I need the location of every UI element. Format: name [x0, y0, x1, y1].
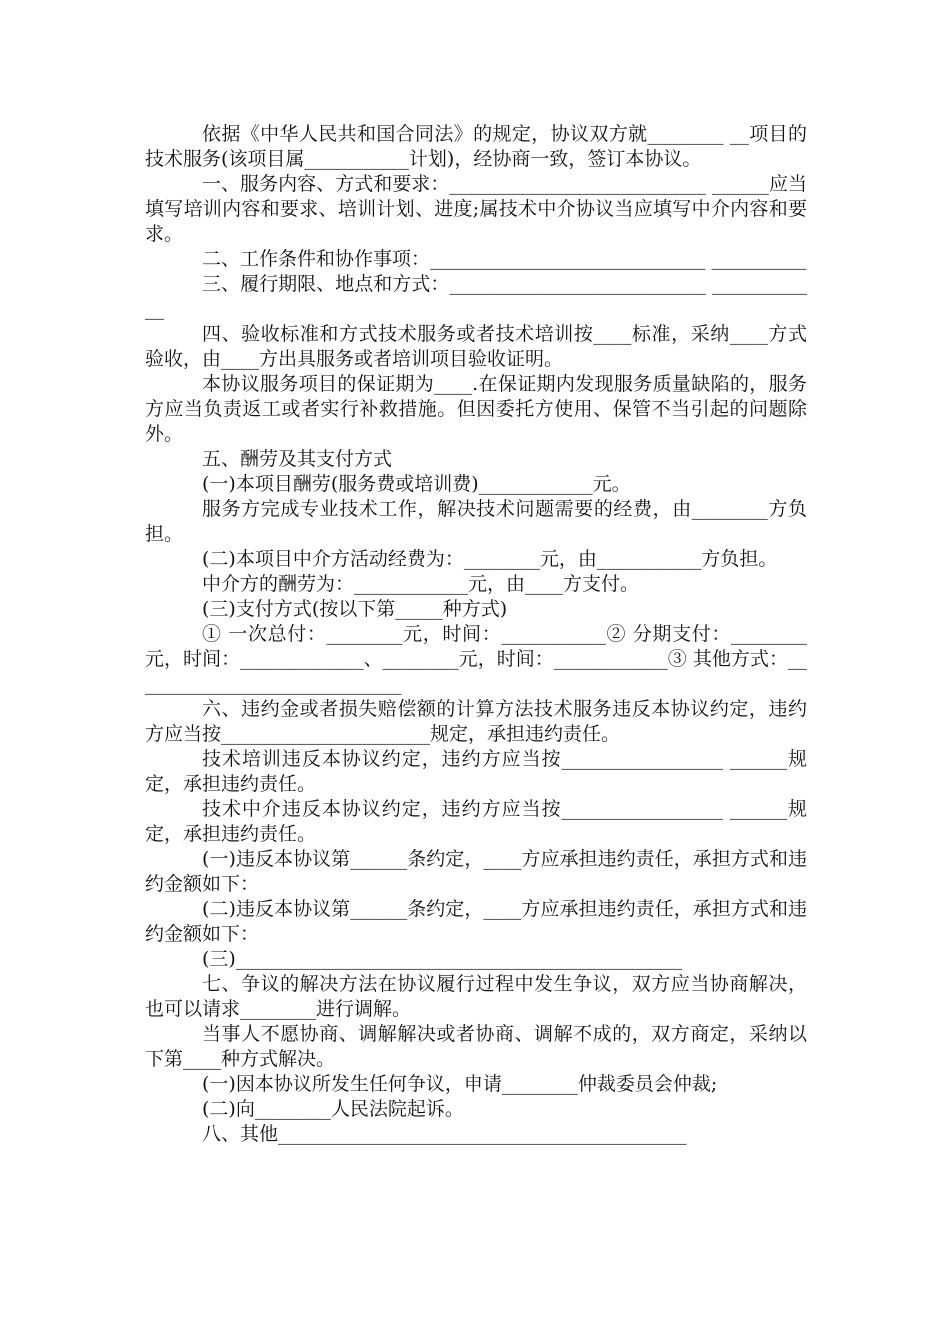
intermediary-fee-paragraph: 中介方的酬劳为：____________元，由____方支付。 — [202, 573, 640, 595]
section-1-service-content: 一、服务内容、方式和要求：___________________________ ______应当填写培训内容和要求、培训计划、进度;属技术中介协议当应填写中介内容和要求。 — [145, 173, 807, 245]
section-2-work-conditions: 二、工作条件和协作事项：_____________________________ __________ — [202, 248, 807, 270]
warranty-paragraph: 本协议服务项目的保证期为____.在保证期内发现服务质量缺陷的，服务方应当负责返工或者实行补救措施。但因委托方使用、保管不当引起的问题除外。 — [145, 373, 807, 445]
section-5-heading: 五、酬劳及其支付方式 — [202, 448, 393, 470]
section-7-dispute-resolution: 七、争议的解决方法在协议履行过程中发生争议，双方应当协商解决，也可以请求________进行调解。 — [145, 973, 807, 1020]
liability-item-1: (一)违反本协议第______条约定，____方应承担违约责任，承担方式和违约金额如下： — [145, 848, 807, 895]
remuneration-item-2: (二)本项目中介方活动经费为：________元，由___________方负担。 — [202, 548, 778, 570]
remuneration-item-3: (三)支付方式(按以下第_____种方式) — [202, 598, 508, 620]
liability-item-3: (三)_______________________________________________ — [202, 948, 683, 970]
dispute-method-paragraph: 当事人不愿协商、调解解决或者协商、调解不成的，双方商定，采纳以下第____种方式解决。 — [145, 1023, 807, 1070]
liability-item-2: (二)违反本协议第______条约定，____方应承担违约责任，承担方式和违约金额如下： — [145, 898, 807, 945]
section-3-performance-terms: 三、履行期限、地点和方式：___________________________ ____________ — [145, 273, 807, 320]
service-expense-paragraph: 服务方完成专业技术工作，解决技术问题需要的经费，由________方负担。 — [145, 498, 807, 545]
payment-options-paragraph: ① 一次总付：________元，时间：___________② 分期支付：________元，时间：_____________、________元，时间：____________③ 其他方式：_____________________________ — [145, 623, 807, 695]
section-8-other: 八、其他___________________________________________ — [202, 1123, 687, 1145]
document-body — [145, 122, 807, 1147]
remuneration-item-1: (一)本项目酬劳(服务费或培训费)____________元。 — [202, 473, 631, 495]
preamble-paragraph: 依据《中华人民共和国合同法》的规定，协议双方就________ __项目的技术服务(该项目属___________计划)，经协商一致，签订本协议。 — [145, 123, 807, 170]
dispute-option-2: (二)向________人民法院起诉。 — [202, 1098, 464, 1120]
intermediary-liability-paragraph: 技术中介违反本协议约定，违约方应当按_________________ ______规定，承担违约责任。 — [145, 798, 807, 845]
section-4-acceptance: 四、验收标准和方式技术服务或者技术培训按____标准，采纳____方式验收，由____方出具服务或者培训项目验收证明。 — [145, 323, 807, 370]
training-liability-paragraph: 技术培训违反本协议约定，违约方应当按_________________ ______规定，承担违约责任。 — [145, 748, 807, 795]
dispute-option-1: (一)因本协议所发生任何争议，申请________仲裁委员会仲裁; — [202, 1073, 718, 1095]
section-6-liability: 六、违约金或者损失赔偿额的计算方法技术服务违反本协议约定，违约方应当按______________________规定，承担违约责任。 — [145, 698, 807, 745]
